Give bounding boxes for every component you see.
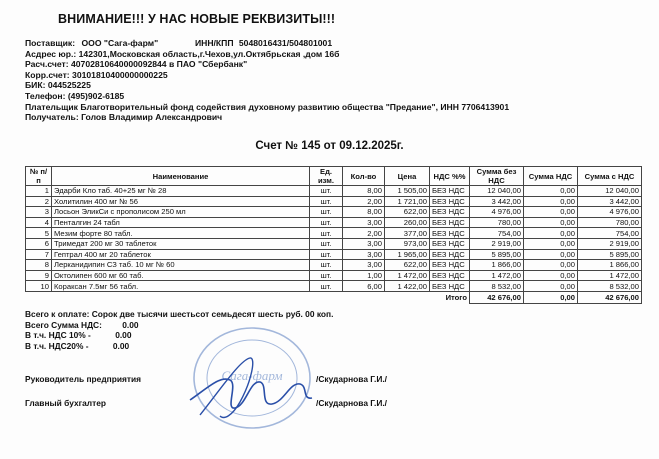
table-cell: шт. [310, 196, 343, 207]
table-cell: 3 [26, 207, 52, 218]
vat20-value: 0.00 [112, 340, 130, 351]
table-cell: БЕЗ НДС [430, 260, 470, 271]
table-cell: 2 [26, 196, 52, 207]
table-cell: шт. [310, 249, 343, 260]
table-cell: БЕЗ НДС [430, 228, 470, 239]
payer-row: Плательщик Благотворительный фонд содействия духовному развитию общества "Предание", ИНН 7706413901 [25, 101, 510, 112]
table-cell: 622,00 [385, 207, 430, 218]
table-cell: 0,00 [524, 249, 578, 260]
table-cell: 2,00 [343, 228, 385, 239]
table-cell: Мезим форте 80 табл. [52, 228, 310, 239]
company-stamp [180, 320, 330, 440]
table-row [26, 260, 642, 271]
table-row [26, 281, 642, 292]
table-cell: 1 422,00 [385, 281, 430, 292]
accountant-label: Главный бухгалтер [25, 398, 106, 408]
vat-total-value: 0.00 [122, 319, 139, 330]
table-cell: 973,00 [385, 238, 430, 249]
table-row [26, 228, 642, 239]
table-cell: 5 [26, 228, 52, 239]
table-cell: 0,00 [524, 260, 578, 271]
table-row [26, 249, 642, 260]
bik-row: БИК: 044525225 [25, 80, 91, 91]
total-vat: 0,00 [524, 291, 578, 303]
table-cell: 3 442,00 [578, 196, 642, 207]
table-cell: 6,00 [343, 281, 385, 292]
table-cell: 12 040,00 [578, 186, 642, 197]
table-cell: шт. [310, 270, 343, 281]
table-cell: БЕЗ НДС [430, 217, 470, 228]
table-cell: Тримедат 200 мг 30 таблеток [52, 238, 310, 249]
table-cell: 8 [26, 260, 52, 271]
invoice-title: Счет № 145 от 09.12.2025г. [255, 140, 404, 152]
table-cell: шт. [310, 217, 343, 228]
inn-value: 5048016431/504801001 [238, 38, 333, 48]
table-cell: Лерканидипин СЗ таб. 10 мг № 60 [52, 260, 310, 271]
table-cell: шт. [310, 228, 343, 239]
to-pay-text: Всего к оплате: Сорок две тысячи шестьсот семьдесят шесть руб. 00 коп. [25, 309, 334, 319]
table-cell: 754,00 [470, 228, 524, 239]
table-cell: БЕЗ НДС [430, 249, 470, 260]
table-cell: БЕЗ НДС [430, 196, 470, 207]
table-cell: шт. [310, 186, 343, 197]
table-cell: Эдарби Кло таб. 40+25 мг № 28 [52, 186, 310, 197]
vat20-label: В т.ч. НДС20% - [25, 340, 89, 351]
table-cell: Октолипен 600 мг 60 таб. [52, 270, 310, 281]
table-row [26, 196, 642, 207]
table-cell: шт. [310, 281, 343, 292]
table-cell: 3,00 [343, 260, 385, 271]
accountant-name: /Скударнова Г.И./ [316, 398, 388, 408]
table-cell: Лосьон ЭликСи с прополисом 250 мл [52, 207, 310, 218]
table-cell: 0,00 [524, 217, 578, 228]
phone-row: Телефон: (495)902-6185 [25, 90, 125, 101]
table-cell: 8,00 [343, 186, 385, 197]
account-row: Расч.счет: 40702810640000092844 в ПАО "Сбербанк" [25, 59, 248, 70]
table-cell: 4 [26, 217, 52, 228]
table-cell: 3,00 [343, 238, 385, 249]
table-cell: 1 [26, 186, 52, 197]
header-cell: Наименование [52, 167, 310, 186]
table-header-row [26, 167, 642, 186]
table-cell: 0,00 [524, 228, 578, 239]
table-cell: шт. [310, 238, 343, 249]
table-cell: 10 [26, 281, 52, 292]
director-label: Руководитель предприятия [25, 374, 141, 384]
table-cell: 1 965,00 [385, 249, 430, 260]
table-cell: 754,00 [578, 228, 642, 239]
table-cell: 0,00 [524, 281, 578, 292]
table-cell: 8 532,00 [578, 281, 642, 292]
table-cell: Холитилин 400 мг № 56 [52, 196, 310, 207]
table-cell: 4 976,00 [470, 207, 524, 218]
table-row [26, 186, 642, 197]
table-cell: Пенталгин 24 табл [52, 217, 310, 228]
table-cell: шт. [310, 260, 343, 271]
table-cell: 3,00 [343, 249, 385, 260]
header-cell: Ед. изм. [310, 167, 343, 186]
table-cell: 377,00 [385, 228, 430, 239]
table-cell: 6 [26, 238, 52, 249]
table-cell: 1 505,00 [385, 186, 430, 197]
director-name: /Скударнова Г.И./ [316, 374, 388, 384]
table-cell: БЕЗ НДС [430, 281, 470, 292]
table-row [26, 270, 642, 281]
table-row [26, 207, 642, 218]
table-cell: Кораксан 7.5мг 56 табл. [52, 281, 310, 292]
notice-heading: ВНИМАНИЕ!!! У НАС НОВЫЕ РЕКВИЗИТЫ!!! [58, 12, 336, 26]
receiver-row: Получатель: Голов Владимир Александрович [25, 112, 223, 123]
address-row: Асдрес юр.: 142301,Московская область,г.Чехов,ул.Октябрьская ,дом 16б [25, 48, 340, 59]
total-net: 42 676,00 [470, 291, 524, 303]
supplier-name: ООО "Сага-фарм" [81, 38, 159, 48]
table-cell: БЕЗ НДС [430, 238, 470, 249]
table-cell: шт. [310, 207, 343, 218]
table-cell: 0,00 [524, 186, 578, 197]
table-cell: 0,00 [524, 270, 578, 281]
corr-account-row: Корр.счет: 30101810400000000225 [25, 69, 168, 80]
table-cell: 0,00 [524, 207, 578, 218]
table-cell: 1 866,00 [578, 260, 642, 271]
table-cell: 0,00 [524, 238, 578, 249]
supplier-label: Поставщик: [25, 38, 76, 48]
vat-total-label: Всего Сумма НДС: [25, 319, 102, 330]
table-cell: БЕЗ НДС [430, 270, 470, 281]
table-cell: 780,00 [470, 217, 524, 228]
items-table [25, 166, 642, 304]
table-cell: 12 040,00 [470, 186, 524, 197]
table-cell: 2,00 [343, 196, 385, 207]
requisites-block [25, 38, 509, 123]
table-cell: Гептрал 400 мг 20 таблеток [52, 249, 310, 260]
table-cell: 9 [26, 270, 52, 281]
table-cell: 8 532,00 [470, 281, 524, 292]
table-cell: 622,00 [385, 260, 430, 271]
inn-label: ИНН/КПП [194, 38, 234, 48]
header-cell: Сумма с НДС [578, 167, 642, 186]
table-cell: 3 442,00 [470, 196, 524, 207]
table-cell: 7 [26, 249, 52, 260]
table-cell: 260,00 [385, 217, 430, 228]
header-cell: Цена [385, 167, 430, 186]
supplier-row [25, 38, 509, 49]
table-cell: 1 866,00 [470, 260, 524, 271]
table-cell: 1 721,00 [385, 196, 430, 207]
header-cell: НДС %% [430, 167, 470, 186]
table-cell: 780,00 [578, 217, 642, 228]
table-cell: 1 472,00 [578, 270, 642, 281]
table-cell: БЕЗ НДС [430, 207, 470, 218]
vat10-label: В т.ч. НДС 10% - [25, 330, 91, 341]
vat10-value: 0.00 [115, 330, 132, 341]
table-cell: 0,00 [524, 196, 578, 207]
total-gross: 42 676,00 [578, 291, 642, 303]
header-cell: Сумма НДС [524, 167, 578, 186]
header-cell: Кол-во [343, 167, 385, 186]
table-cell: 3,00 [343, 217, 385, 228]
header-cell: Сумма без НДС [470, 167, 524, 186]
table-cell: 2 919,00 [578, 238, 642, 249]
header-cell: № п/п [26, 167, 52, 186]
table-cell: 4 976,00 [578, 207, 642, 218]
table-cell: 2 919,00 [470, 238, 524, 249]
table-cell: 1 472,00 [385, 270, 430, 281]
table-cell: 5 895,00 [470, 249, 524, 260]
total-row [26, 291, 642, 303]
total-label: Итого [445, 293, 467, 303]
table-cell: 1,00 [343, 270, 385, 281]
table-cell: 5 895,00 [578, 249, 642, 260]
table-row [26, 238, 642, 249]
table-cell: 1 472,00 [470, 270, 524, 281]
table-cell: БЕЗ НДС [430, 186, 470, 197]
table-cell: 8,00 [343, 207, 385, 218]
table-row [26, 217, 642, 228]
stamp-center-text: Сага-фарм [221, 368, 283, 383]
